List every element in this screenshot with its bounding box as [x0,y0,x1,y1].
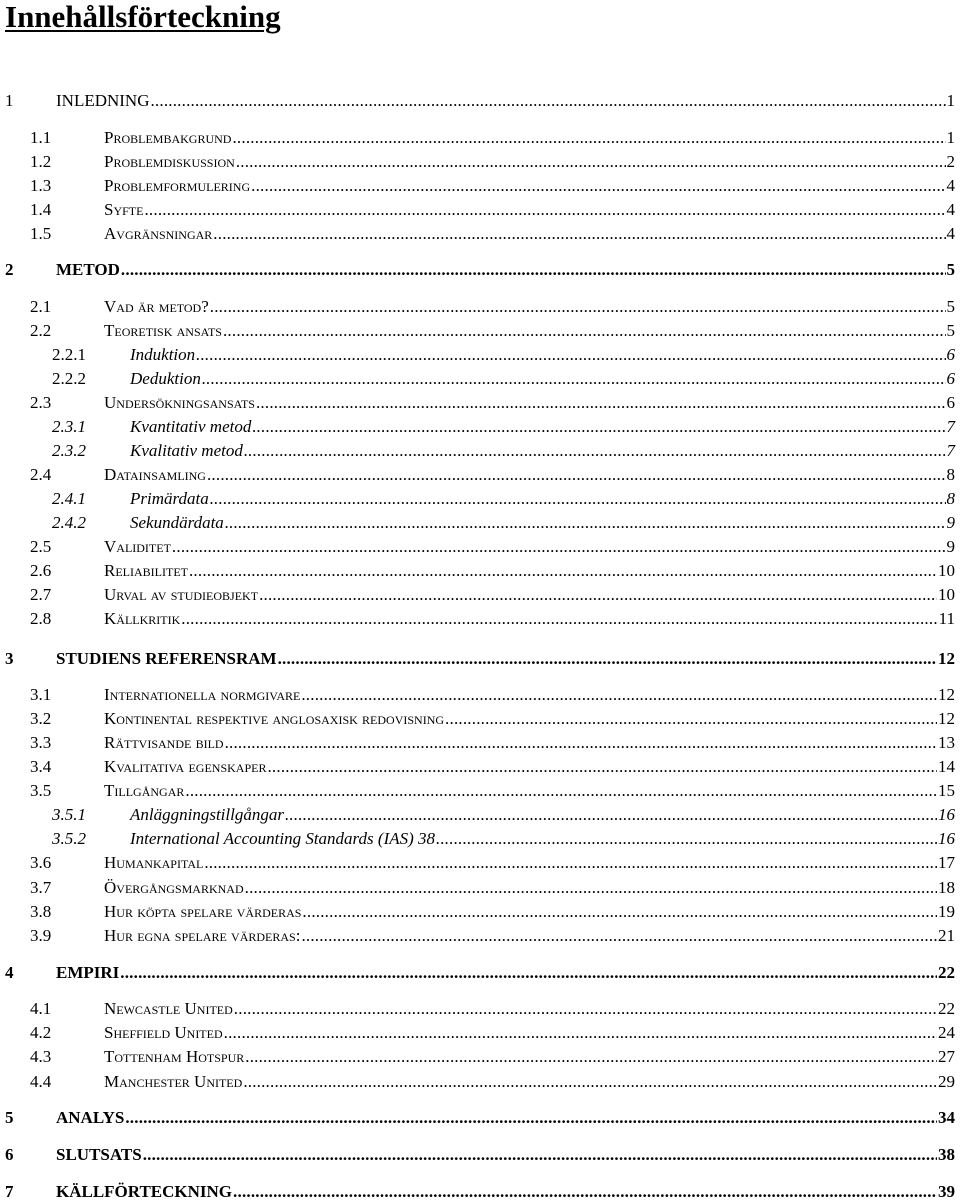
toc-entry[interactable] [0,258,955,282]
entry-page: 34 [938,1108,955,1127]
dot-leader [150,89,945,113]
entry-title: Sekundärdata [130,513,224,532]
entry-number: 2.7 [30,585,52,604]
entry-number: 4 [5,963,14,982]
dot-leader [120,961,937,985]
dot-leader [225,511,946,535]
entry-title: Teoretisk ansats [104,321,222,340]
entry-title: Kvantitativ metod [130,417,252,436]
entry-page: 12 [938,709,955,728]
entry-page: 4 [946,176,955,195]
toc-entry[interactable] [0,803,955,827]
entry-title: International Accounting Standards (IAS) 38 [130,829,436,848]
entry-number: 3.5.1 [52,805,86,824]
entry-title: Avgränsningar [104,224,213,243]
entry-page: 12 [938,649,955,668]
entry-title: Kontinental respektive anglosaxisk redovisning [104,709,445,728]
entry-page: 2 [946,152,955,171]
toc-entry[interactable] [0,1180,955,1204]
entry-title: Internationella normgivare [104,685,301,704]
entry-number: 3.7 [30,878,52,897]
entry-number: 5 [5,1108,14,1127]
entry-page: 15 [938,781,955,800]
entry-title: Manchester United [104,1072,243,1091]
entry-number: 3.1 [30,685,52,704]
entry-number: 2.3 [30,393,52,412]
dot-leader [251,174,945,198]
entry-title: Tottenham Hotspur [104,1047,245,1066]
entry-page: 14 [938,757,955,776]
entry-number: 1.1 [30,128,52,147]
dot-leader [125,1106,937,1130]
entry-number: 2.4.2 [52,513,86,532]
entry-title: Problembakgrund [104,128,232,147]
dot-leader [207,463,946,487]
toc-entry[interactable] [0,222,955,246]
dot-leader [267,755,937,779]
entry-title: Kvalitativa egenskaper [104,757,267,776]
entry-number: 3.6 [30,853,52,872]
entry-number: 3.9 [30,926,52,945]
toc-entry[interactable] [0,583,955,607]
entry-page: 19 [938,902,955,921]
entry-number: 3.2 [30,709,52,728]
dot-leader [225,731,937,755]
entry-page: 39 [938,1182,955,1201]
entry-title: Undersökningsansats [104,393,255,412]
toc-entry[interactable] [0,997,955,1021]
entry-title: SLUTSATS [56,1145,142,1164]
toc-entry[interactable] [0,559,955,583]
dot-leader [302,900,937,924]
toc-entry[interactable] [0,683,955,707]
entry-title: Primärdata [130,489,209,508]
entry-page: 10 [938,585,955,604]
dot-leader [144,198,945,222]
toc-entry[interactable] [0,755,955,779]
toc-entry[interactable] [0,463,955,487]
entry-title: Datainsamling [104,465,206,484]
entry-title: Hur egna spelare värderas: [104,926,301,945]
toc-entry[interactable] [0,1106,955,1130]
entry-number: 2.6 [30,561,52,580]
entry-title: Problemformulering [104,176,251,195]
entry-title: KÄLLFÖRTECKNING [56,1182,233,1201]
toc-entry[interactable] [0,535,955,559]
toc-entry[interactable] [0,89,955,113]
page-title: Innehållsförteckning [5,0,281,34]
entry-title: Humankapital [104,853,204,872]
entry-number: 3.5 [30,781,52,800]
toc-entry[interactable] [0,607,955,631]
entry-number: 4.4 [30,1072,52,1091]
entry-number: 2.4.1 [52,489,86,508]
toc-entry[interactable] [0,391,955,415]
entry-title: INLEDNING [56,91,150,110]
entry-title: Validitet [104,537,171,556]
entry-number: 3 [5,649,14,668]
toc-entry[interactable] [0,827,955,851]
toc-entry[interactable] [0,511,955,535]
dot-leader [285,803,937,827]
entry-number: 2.3.2 [52,441,86,460]
entry-number: 2.2.1 [52,345,86,364]
toc-entry[interactable] [0,367,955,391]
dot-leader [143,1143,937,1167]
toc-entry[interactable] [0,1045,955,1069]
dot-leader [172,535,946,559]
dot-leader [256,391,946,415]
entry-page: 6 [946,345,955,364]
dot-leader [204,851,937,875]
toc-entry[interactable] [0,439,955,463]
dot-leader [234,997,937,1021]
toc-entry[interactable] [0,647,955,671]
dot-leader [245,876,937,900]
toc-entry[interactable] [0,174,955,198]
entry-title: Vad är metod? [104,297,209,316]
toc-entry[interactable] [0,198,955,222]
entry-page: 1 [946,91,955,110]
toc-entry[interactable] [0,295,955,319]
entry-number: 3.3 [30,733,52,752]
entry-number: 3.4 [30,757,52,776]
entry-title: Kvalitativ metod [130,441,243,460]
entry-title: Övergångsmarknad [104,878,244,897]
dot-leader [245,1045,937,1069]
dot-leader [436,827,937,851]
entry-title: Källkritik [104,609,181,628]
dot-leader [445,707,937,731]
entry-page: 5 [946,260,955,279]
dot-leader [232,126,945,150]
dot-leader [189,559,937,583]
entry-title: Newcastle United [104,999,233,1018]
entry-page: 16 [938,805,955,824]
entry-number: 2.3.1 [52,417,86,436]
entry-page: 4 [946,200,955,219]
dot-leader [213,222,945,246]
toc-entry[interactable] [0,1143,955,1167]
entry-number: 2.2.2 [52,369,86,388]
entry-number: 2 [5,260,14,279]
dot-leader [252,415,945,439]
entry-page: 16 [938,829,955,848]
entry-page: 8 [946,465,955,484]
entry-title: Urval av studieobjekt [104,585,259,604]
dot-leader [244,439,946,463]
toc-entry[interactable] [0,779,955,803]
entry-page: 29 [938,1072,955,1091]
entry-number: 4.2 [30,1023,52,1042]
dot-leader [121,258,946,282]
dot-leader [278,647,937,671]
entry-page: 12 [938,685,955,704]
entry-page: 5 [946,321,955,340]
entry-number: 7 [5,1182,14,1201]
dot-leader [259,583,937,607]
dot-leader [185,779,937,803]
entry-page: 9 [946,537,955,556]
toc-entry[interactable] [0,343,955,367]
entry-page: 7 [946,441,955,460]
entry-page: 7 [946,417,955,436]
toc-entry[interactable] [0,731,955,755]
entry-number: 4.1 [30,999,52,1018]
dot-leader [210,295,946,319]
entry-number: 6 [5,1145,14,1164]
entry-page: 6 [946,369,955,388]
entry-title: Rättvisande bild [104,733,224,752]
entry-page: 4 [946,224,955,243]
entry-title: Hur köpta spelare värderas [104,902,302,921]
entry-number: 4.3 [30,1047,52,1066]
toc-entry[interactable] [0,1070,955,1094]
entry-number: 1 [5,91,14,110]
entry-page: 22 [938,963,955,982]
dot-leader [301,683,937,707]
entry-number: 2.2 [30,321,52,340]
entry-title: EMPIRI [56,963,120,982]
entry-page: 6 [946,393,955,412]
toc-entry[interactable] [0,851,955,875]
toc-entry[interactable] [0,707,955,731]
toc-entry[interactable] [0,876,955,900]
dot-leader [301,924,937,948]
toc-entry[interactable] [0,924,955,948]
entry-page: 18 [938,878,955,897]
entry-page: 5 [946,297,955,316]
dot-leader [181,607,937,631]
entry-number: 2.5 [30,537,52,556]
entry-title: Deduktion [130,369,201,388]
dot-leader [233,1180,937,1204]
entry-number: 1.4 [30,200,52,219]
toc-entry[interactable] [0,961,955,985]
entry-number: 2.4 [30,465,52,484]
entry-title: Reliabilitet [104,561,188,580]
dot-leader [236,150,946,174]
toc-entry[interactable] [0,1021,955,1045]
entry-page: 1 [946,128,955,147]
entry-page: 21 [938,926,955,945]
entry-number: 3.8 [30,902,52,921]
dot-leader [243,1070,937,1094]
entry-title: ANALYS [56,1108,125,1127]
entry-title: Tillgångar [104,781,185,800]
entry-page: 22 [938,999,955,1018]
toc-entry[interactable] [0,126,955,150]
entry-title: Sheffield United [104,1023,223,1042]
entry-page: 8 [946,489,955,508]
entry-page: 11 [938,609,955,628]
entry-title: Problemdiskussion [104,152,235,171]
dot-leader [202,367,946,391]
entry-title: Syfte [104,200,144,219]
toc-entry[interactable] [0,150,955,174]
dot-leader [224,1021,937,1045]
entry-title: METOD [56,260,120,279]
toc-entry[interactable] [0,900,955,924]
toc-entry[interactable] [0,319,955,343]
entry-title: STUDIENS REFERENSRAM [56,649,277,668]
toc-entry[interactable] [0,415,955,439]
entry-number: 3.5.2 [52,829,86,848]
entry-page: 38 [938,1145,955,1164]
entry-page: 17 [938,853,955,872]
entry-title: Induktion [130,345,196,364]
dot-leader [210,487,946,511]
entry-number: 2.8 [30,609,52,628]
entry-number: 1.2 [30,152,52,171]
entry-number: 1.3 [30,176,52,195]
entry-number: 1.5 [30,224,52,243]
dot-leader [196,343,945,367]
dot-leader [223,319,946,343]
entry-title: Anläggningstillgångar [130,805,284,824]
entry-page: 24 [938,1023,955,1042]
entry-page: 10 [938,561,955,580]
entry-number: 2.1 [30,297,52,316]
entry-page: 27 [938,1047,955,1066]
entry-page: 13 [938,733,955,752]
toc-entry[interactable] [0,487,955,511]
entry-page: 9 [946,513,955,532]
